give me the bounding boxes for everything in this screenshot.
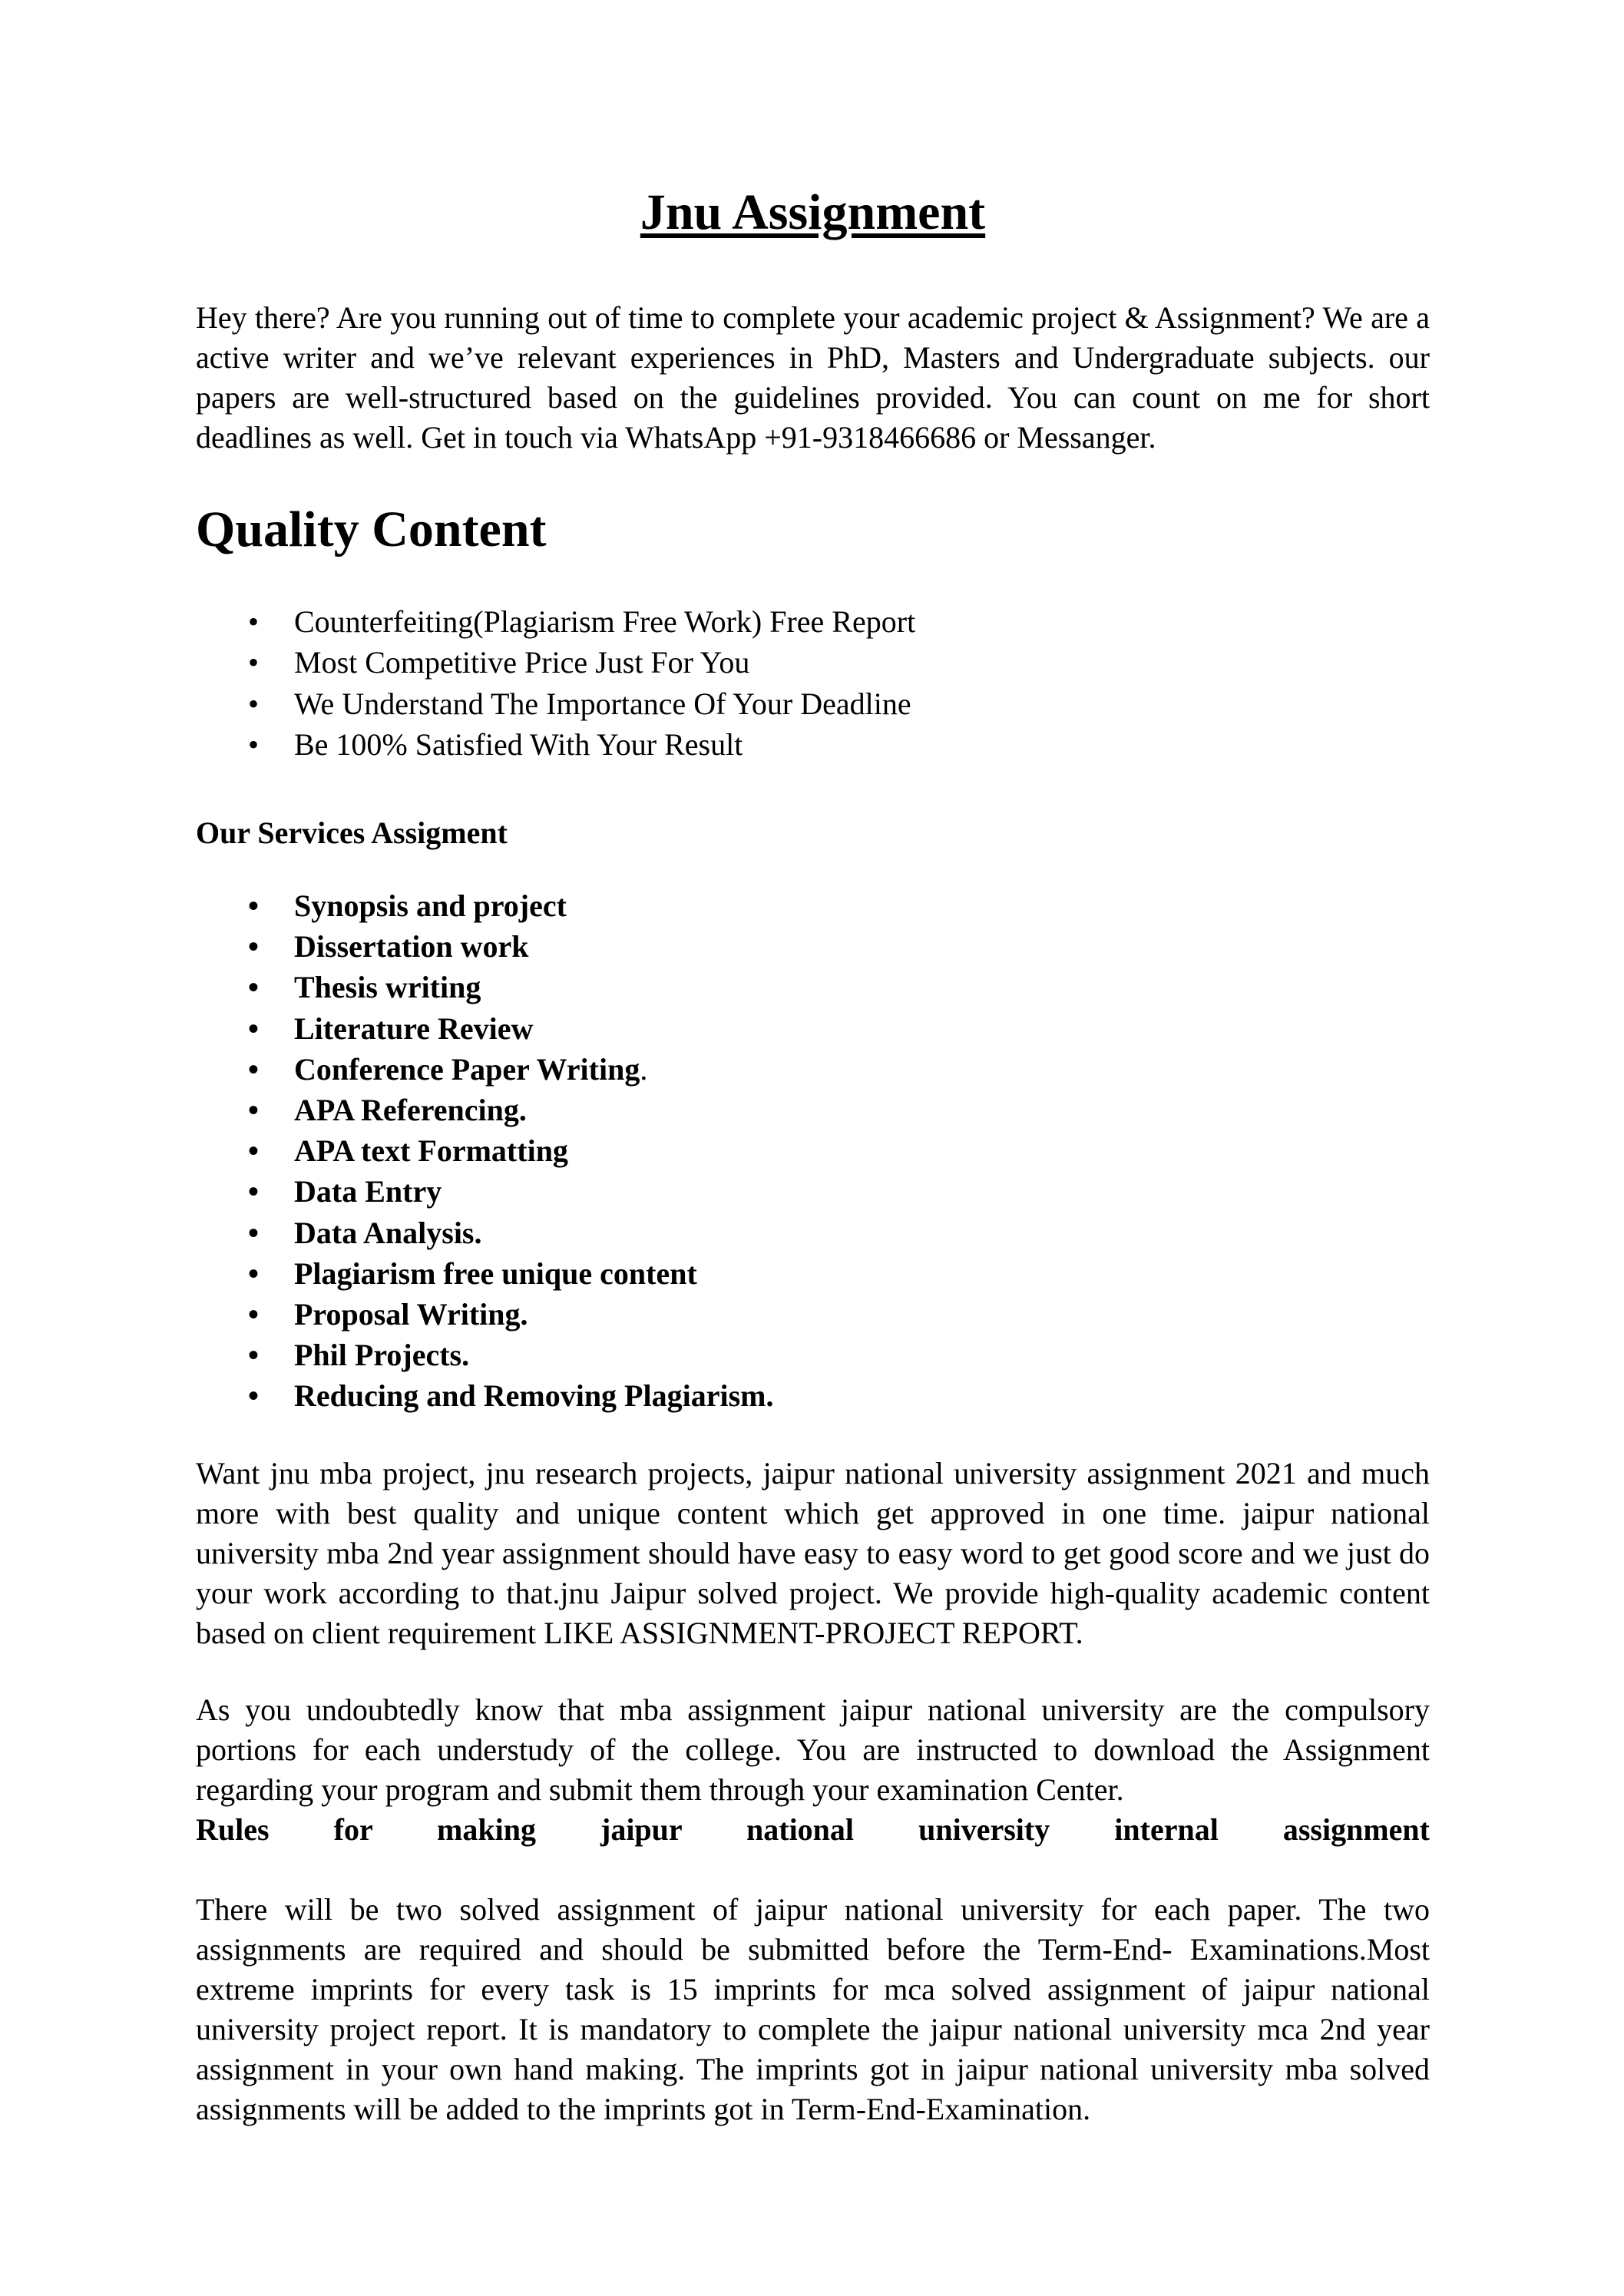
our-services-label: Our Services Assigment [196, 815, 508, 850]
intro-paragraph: Hey there? Are you running out of time to complete your academic project & Assignment? We are a active writer and we’ve relevant experiences in PhD, Masters and Undergraduate subjects. our papers are well-structured based on the guidelines provided. You can count on me for short deadlines as well. Get in touch via WhatsApp +91-9318466686 or Messanger. [196, 299, 1430, 455]
page-title-text: Jnu Assignment [640, 184, 986, 240]
bullet-dot-icon: • [248, 645, 260, 680]
list-item-label: Proposal Writing. [294, 1296, 528, 1332]
list-item-label: Most Competitive Price Just For You [294, 645, 750, 680]
list-item-label: Conference Paper Writing [294, 1051, 640, 1087]
list-item [196, 1049, 1430, 1090]
bullet-dot-icon: • [248, 1051, 260, 1087]
list-item-label: Data Entry [294, 1174, 442, 1209]
list-item-label: Plagiarism free unique content [294, 1256, 697, 1291]
page-title [196, 0, 1430, 241]
rules-heading: Rules for making jaipur national university internal assignment [196, 1811, 1430, 1847]
list-item [196, 1375, 1430, 1416]
list-item [196, 926, 1430, 967]
list-item-label: Dissertation work [294, 929, 529, 964]
list-item-label: Reducing and Removing Plagiarism. [294, 1378, 774, 1414]
bullet-dot-icon: • [248, 1093, 260, 1128]
list-item [196, 1253, 1430, 1294]
list-item [196, 1130, 1430, 1171]
bullet-dot-icon: • [248, 1256, 260, 1291]
bullet-dot-icon: • [248, 970, 260, 1005]
list-item [196, 683, 1430, 724]
list-item-label: Counterfeiting(Plagiarism Free Work) Free Report [294, 604, 916, 640]
list-item [196, 724, 1430, 765]
bullet-dot-icon: • [248, 1338, 260, 1373]
bullet-dot-icon: • [248, 1174, 260, 1209]
list-item [196, 1171, 1430, 1212]
services-bullet-list [196, 885, 1430, 1416]
list-item [196, 1090, 1430, 1130]
list-item [196, 1008, 1430, 1049]
paragraph-want-jnu-mba-project: Want jnu mba project, jnu research projects, jaipur national university assignment 2021 and much more with best quality and unique content which get approved in one time. jaipur national university mba 2nd year assignment should have easy to easy word to get good score and we just do your work according to that.jnu Jaipur solved project. We provide high-quality academic content based on client requirement LIKE ASSIGNMENT-PROJECT REPORT. [196, 1455, 1430, 1650]
bullet-dot-icon: • [248, 1378, 260, 1414]
list-item-label: APA Referencing. [294, 1093, 527, 1128]
list-item [196, 1213, 1430, 1253]
bullet-dot-icon: • [248, 929, 260, 964]
document-content-column [196, 0, 1430, 2129]
paragraph-compulsory-portions: As you undoubtedly know that mba assignment jaipur national university are the compulsory portions for each understudy of the college. You are instructed to download the Assignment regarding your program and submit them through your examination Center. [196, 1692, 1430, 1807]
list-item-suffix: . [640, 1051, 648, 1087]
list-item-label: We Understand The Importance Of Your Deadline [294, 686, 911, 721]
bullet-dot-icon: • [248, 1215, 260, 1250]
list-item-label: Literature Review [294, 1011, 534, 1046]
list-item-label: Data Analysis. [294, 1215, 482, 1250]
list-item [196, 885, 1430, 926]
quality-bullet-list [196, 601, 1430, 765]
list-item-label: Phil Projects. [294, 1338, 470, 1373]
list-item [196, 1335, 1430, 1375]
list-item-label: Thesis writing [294, 970, 481, 1005]
list-item-label: Be 100% Satisfied With Your Result [294, 726, 743, 762]
bullet-dot-icon: • [248, 1133, 260, 1169]
bullet-dot-icon: • [248, 888, 260, 924]
list-item-label: APA text Formatting [294, 1133, 568, 1169]
bullet-dot-icon: • [248, 1296, 260, 1332]
bullet-dot-icon: • [248, 604, 260, 640]
list-item-label: Synopsis and project [294, 888, 567, 924]
list-item [196, 601, 1430, 642]
bullet-dot-icon: • [248, 1011, 260, 1046]
rules-body-paragraph: There will be two solved assignment of jaipur national university for each paper. The two assignments are required and should be submitted before the Term-End- Examinations.Most extreme imprints for every task is 15 imprints for mca solved assignment of jaipur national university project report. It is mandatory to complete the jaipur national university mca 2nd year assignment in your own hand making. The imprints got in jaipur national university mba solved assignments will be added to the imprints got in Term-End-Examination. [196, 1891, 1430, 2126]
quality-content-heading: Quality Content [196, 501, 547, 557]
list-item [196, 1294, 1430, 1335]
bullet-dot-icon: • [248, 686, 260, 721]
list-item [196, 967, 1430, 1007]
list-item [196, 642, 1430, 683]
bullet-dot-icon: • [248, 726, 260, 762]
